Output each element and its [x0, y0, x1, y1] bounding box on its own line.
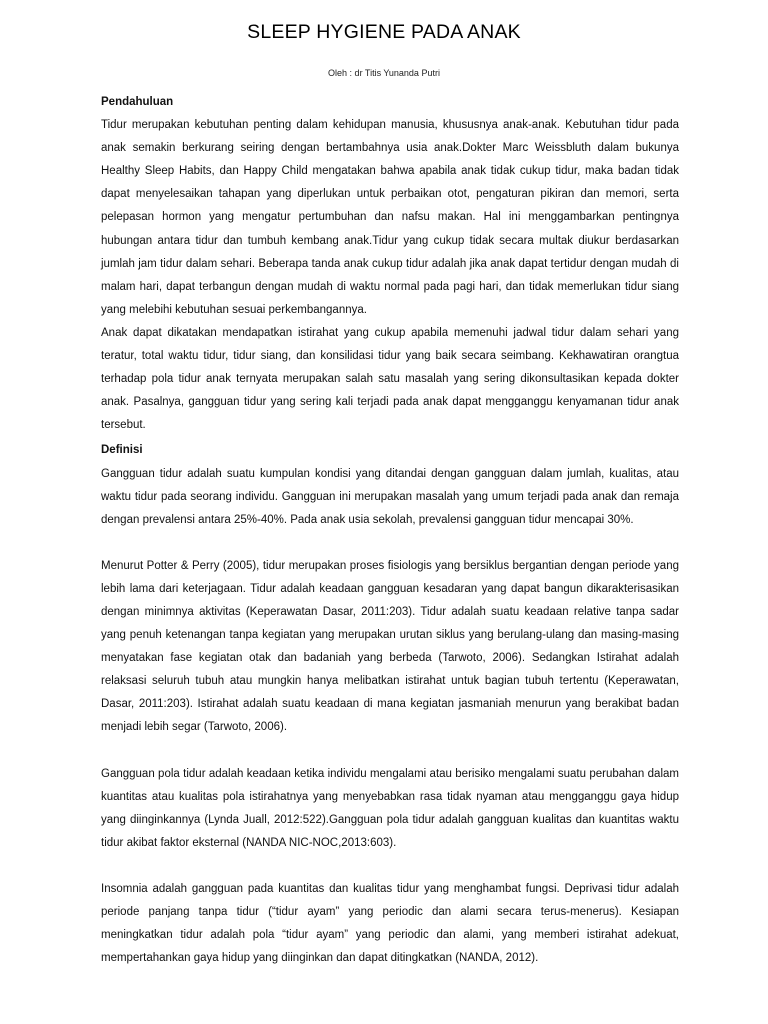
- paragraph-gap: [101, 740, 679, 763]
- document-title: SLEEP HYGIENE PADA ANAK: [247, 21, 521, 43]
- paragraph-gap: [101, 532, 679, 555]
- definition-paragraph-1: Gangguan tidur adalah suatu kumpulan kondisi yang ditandai dengan gangguan dalam jumlah, kualitas, atau waktu tidur pada seorang individu. Gangguan ini merupakan masalah yang umum terjadi pada anak dan remaja dengan prevalensi antara 25%-40%. Pada anak usia sekolah, prevalensi gangguan tidur mencapai 30%.: [101, 467, 679, 526]
- document-body: [101, 91, 679, 970]
- document-author: Oleh : dr Titis Yunanda Putri: [328, 68, 440, 78]
- paragraph-gap: [101, 855, 679, 878]
- intro-paragraph-1: Tidur merupakan kebutuhan penting dalam kehidupan manusia, khususnya anak-anak. Kebutuhan tidur pada anak semakin berkurang seiring dengan bertambahnya usia anak.Dokter Marc Weissbluth dalam bukunya Healthy Sleep Habits, dan Happy Child mengatakan bahwa apabila anak tidak cukup tidur, maka badan tidak dapat menyelesaikan tahapan yang diperlukan untuk perbaikan otot, pengaturan pikiran dan memori, serta pelepasan hormon yang mengatur pertumbuhan dan nafsu makan. Hal ini menggambarkan pentingnya hubungan antara tidur dan tumbuh kembang anak.Tidur yang cukup tidak secara multak diukur berdasarkan jumlah jam tidur dalam sehari. Beberapa tanda anak cukup tidur adalah jika anak dapat tertidur dengan mudah di malam hari, dapat terbangun dengan mudah di waktu normal pada pagi hari, dan tidak memerlukan tidur siang yang melebihi kebutuhan sesuai perkembangannya.: [101, 119, 679, 316]
- definition-paragraph-4: Insomnia adalah gangguan pada kuantitas dan kualitas tidur yang menghambat fungsi. Deprivasi tidur adalah periode panjang tanpa tidur (“tidur ayam” yang periodic dan alami secara terus-menerus). Kesiapan meningkatkan tidur adalah pola “tidur ayam” yang periodic dan alami, yang memberi istirahat adekuat, mempertahankan gaya hidup yang diinginkan dan dapat ditingkatkan (NANDA, 2012).: [101, 882, 679, 965]
- section-heading-definisi: Definisi: [101, 444, 143, 457]
- definition-paragraph-3: Gangguan pola tidur adalah keadaan ketika individu mengalami atau berisiko mengalami suatu perubahan dalam kuantitas atau kualitas pola istirahatnya yang menyebabkan rasa tidak nyaman atau mengganggu gaya hidup yang diinginkannya (Lynda Juall, 2012:522).Gangguan pola tidur adalah gangguan kualitas dan kuantitas waktu tidur akibat faktor eksternal (NANDA NIC-NOC,2013:603).: [101, 767, 679, 849]
- section-heading-pendahuluan: Pendahuluan: [101, 96, 174, 108]
- intro-paragraph-2: Anak dapat dikatakan mendapatkan istirahat yang cukup apabila memenuhi jadwal tidur dalam sehari yang teratur, total waktu tidur, tidur siang, dan konsilidasi tidur yang baik secara seimbang. Kekhawatiran orangtua terhadap pola tidur anak ternyata merupakan salah satu masalah yang sering dikonsultasikan kepada dokter anak. Pasalnya, gangguan tidur yang sering kali terjadi pada anak dapat mengganggu kenyamanan tidur anak tersebut.: [101, 326, 679, 432]
- definition-paragraph-2: Menurut Potter & Perry (2005), tidur merupakan proses fisiologis yang bersiklus bergantian dengan periode yang lebih lama dari keterjagaan. Tidur adalah keadaan gangguan kesadaran yang dapat bangun dikarakterisasikan dengan minimnya aktivitas (Keperawatan Dasar, 2011:203). Tidur adalah suatu keadaan relative tanpa sadar yang penuh ketenangan tanpa kegiatan yang merupakan urutan siklus yang berulang-ulang dan masing-masing menyatakan fase kegiatan otak dan badaniah yang berbeda (Tarwoto, 2006). Sedangkan Istirahat adalah relaksasi seluruh tubuh atau mungkin hanya melibatkan istirahat untuk bagian tubuh tertentu (Keperawatan, Dasar, 2011:203). Istirahat adalah suatu keadaan di mana kegiatan jasmaniah menurun yang berakibat badan menjadi lebih segar (Tarwoto, 2006).: [101, 559, 679, 734]
